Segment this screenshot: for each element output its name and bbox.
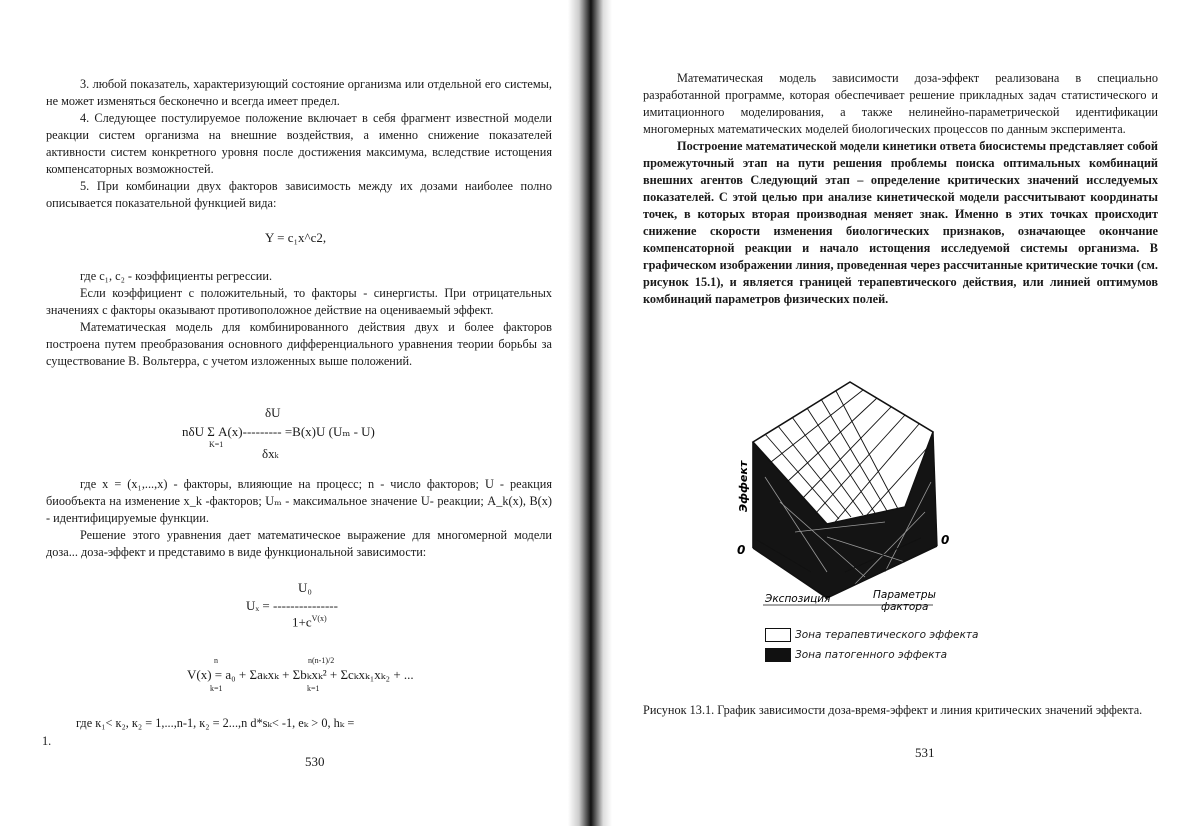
- axis-label-params-1: Параметры: [873, 589, 936, 601]
- formula-main-line: nδU Σ A(x)--------- =B(x)U (Uₘ - U): [182, 424, 375, 439]
- formula-sum-sub: K=1: [209, 440, 224, 449]
- paragraph-factors: где x = (x₁,...,x) - факторы, влияющие на процесс; n - число факторов; U - реакция биообъекта на изменение x_k -факторов; Uₘ - максимальное значение U- реакции; A_k(x), B(x) - идентифицируемые функции.: [46, 477, 552, 525]
- page-number-left: 530: [305, 754, 325, 769]
- paragraph-item-4: 4. Следующее постулируемое положение включает в себя фрагмент известной модели реакции систем организма на внешние воздействия, а именно снижение показателей активности систем конкретного уровня после достижения максимума, вследствие истощения компенсаторных возможностей.: [46, 111, 552, 176]
- formula-den-main: δx: [262, 446, 275, 461]
- formula-poly-expr: V(x) = a₀ + Σaₖxₖ + Σbₖxₖ² + Σcₖxₖ₁xₖ₂ + ...: [187, 667, 414, 682]
- paragraph-synergists: Если коэффициент с положительный, то факторы - синергисты. При отрицательных значениях с факторы оказывают противоположное действие на оцениваемый эффект.: [46, 286, 552, 317]
- figure-caption: Рисунок 13.1. График зависимости доза-время-эффект и линия критических значений эффекта.: [643, 703, 1143, 717]
- legend-label-therapeutic: Зона терапевтического эффекта: [795, 629, 979, 641]
- formula-logistic-lhs: Uₓ = ---------------: [246, 598, 338, 613]
- formula-poly-top-n2: n(n-1)/2: [308, 656, 335, 665]
- constraints-line-end: 1.: [42, 734, 52, 748]
- legend-item-pathogenic: [765, 648, 947, 662]
- paragraph-program: Математическая модель зависимости доза-эффект реализована в специально разработанной программе, которая обеспечивает решение прикладных задач статистического и имитационного моделирования, а также нелинейно-параметрической идентификации многомерных математических моделей биологических процессов по данным эксперимента.: [643, 71, 1158, 136]
- page-number-right: 531: [915, 745, 935, 760]
- legend-swatch-black: [765, 648, 791, 662]
- formula-den-base: 1+c: [292, 614, 312, 630]
- left-page: [0, 0, 585, 826]
- formula-logistic-den: [292, 614, 327, 630]
- constraints-line: где к₁< к₂, к₂ = 1,...,n-1, к₂ = 2...,n d*sₖ< -1, eₖ > 0, hₖ =: [76, 716, 355, 730]
- paragraph-coefficients: где c₁, c₂ - коэффициенты регрессии.: [80, 269, 273, 283]
- legend-item-therapeutic: [765, 628, 978, 642]
- axis-label-params-2: фактора: [881, 601, 929, 613]
- paragraph-kinetics: Построение математической модели кинетики ответа биосистемы представляет собой промежуточный этап на пути решения проблемы поиска оптимальных комбинаций внешних агентов Следующий этап – определение критических значений исследуемых показателей. С этой целью при анализе кинетической модели рассчитывают координаты точек, в которых вторая производная меняет знак. Именно в этих точках происходит снижение скорости изменения биологических признаков, означающее окончание компенсаторной реакции и начало истощения исследуемой системы организма. В графическом изображении линия, проведенная через рассчитанные критические точки (см. рисунок 15.1), и является границей терапевтического действия, или линией оптимумов комбинаций параметров физических полей.: [643, 139, 1158, 306]
- formula-poly-top-n: n: [214, 656, 218, 665]
- right-page: [615, 0, 1200, 826]
- paragraph-item-5: 5. При комбинации двух факторов зависимость между их дозами наиболее полно описывается показательной функцией вида:: [46, 179, 552, 210]
- zero-label-right: 0: [941, 533, 950, 547]
- formula-den-sup: V(x): [311, 614, 327, 623]
- paragraph-solution: Решение этого уравнения дает математическое выражение для многомерной модели доза... доза-эффект и представимо в виде функциональной зависимости:: [46, 528, 552, 559]
- formula-numerator: δU: [265, 405, 281, 420]
- paragraph-item-3: 3. любой показатель, характеризующий состояние организма или отдельной его системы, не может изменяться бесконечно и всегда имеет предел.: [46, 77, 552, 108]
- formula-logistic-num: U₀: [298, 580, 312, 595]
- paragraph-volterra: Математическая модель для комбинированного действия двух и более факторов построена путем преобразования основного дифференциального уравнения теории борьбы за существование В. Вольтерра, с учетом изложенных выше положений.: [46, 320, 552, 368]
- formula-den-sub: k: [274, 451, 279, 460]
- legend-label-pathogenic: Зона патогенного эффекта: [795, 649, 948, 661]
- zero-label-left: 0: [737, 543, 746, 557]
- figure-dose-time-effect: [735, 372, 995, 672]
- legend-swatch-white: [765, 628, 791, 642]
- formula-poly-bot-k2: k=1: [307, 684, 320, 693]
- axis-label-exposure: Экспозиция: [765, 593, 831, 605]
- formula-denominator: [262, 446, 279, 462]
- formula-power: Y = c₁x^c2,: [265, 230, 327, 245]
- axis-label-effect: Эффект: [737, 460, 750, 512]
- formula-poly-bot-k: k=1: [210, 684, 223, 693]
